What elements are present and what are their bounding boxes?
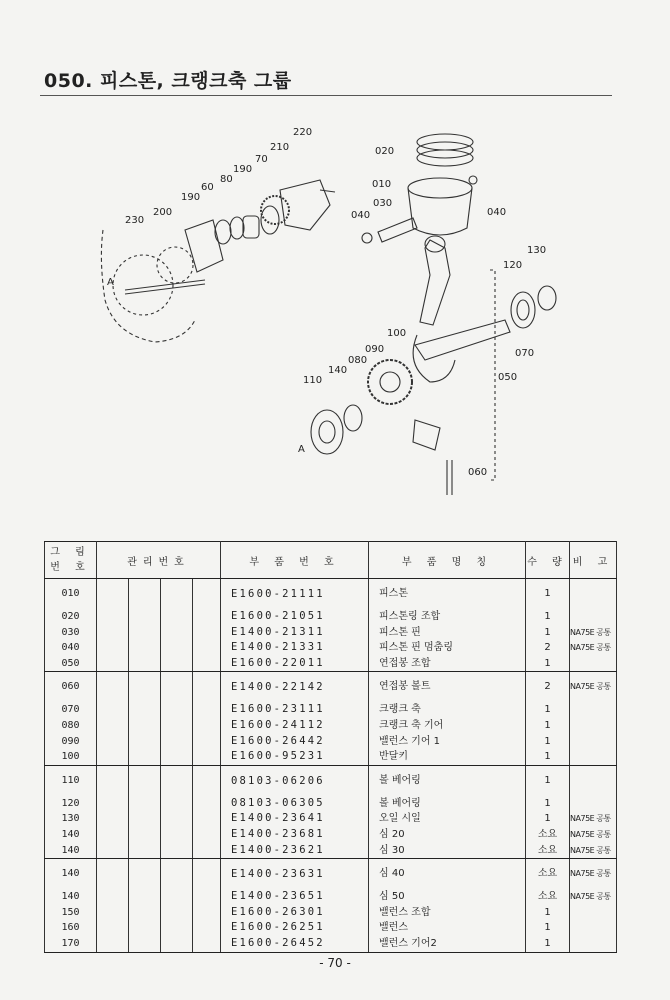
note-cell <box>570 702 617 718</box>
qty-cell: 소요 <box>526 843 570 859</box>
note-cell <box>570 579 617 610</box>
page-title: 050. 피스톤, 크랭크축 그룹 <box>44 70 292 92</box>
ref-cell: 020 <box>45 609 97 625</box>
mgmt-cell <box>193 889 221 905</box>
mgmt-cell <box>97 920 129 936</box>
ref-cell: 140 <box>45 827 97 843</box>
part-name-cell: 밸런스 조합 <box>369 905 526 921</box>
note-cell: NA75E 공통 <box>570 811 617 827</box>
parts-table <box>44 541 617 953</box>
mgmt-cell <box>97 765 129 796</box>
part-name-cell: 크랭크 축 기어 <box>369 718 526 734</box>
table-row <box>45 843 617 859</box>
ref-cell: 080 <box>45 718 97 734</box>
mgmt-cell <box>161 625 193 641</box>
part-name-cell: 오일 시일 <box>369 811 526 827</box>
mgmt-cell <box>97 827 129 843</box>
mgmt-cell <box>129 625 161 641</box>
qty-cell: 2 <box>526 640 570 656</box>
qty-cell: 1 <box>526 656 570 672</box>
part-name-cell: 심 30 <box>369 843 526 859</box>
mgmt-cell <box>129 640 161 656</box>
part-no-cell: E1400-21311 <box>221 625 369 641</box>
callout-label: 050 <box>498 372 518 383</box>
qty-cell: 소요 <box>526 827 570 843</box>
part-name-cell: 반달키 <box>369 749 526 765</box>
header-ref-no: 그 림 번 호 <box>45 542 97 579</box>
table-header-row <box>45 542 617 579</box>
mgmt-cell <box>97 749 129 765</box>
mgmt-cell <box>97 672 129 703</box>
qty-cell: 1 <box>526 811 570 827</box>
ref-cell: 140 <box>45 843 97 859</box>
part-no-cell: E1600-26442 <box>221 734 369 750</box>
callout-label: 100 <box>387 328 407 339</box>
part-no-cell: E1600-22011 <box>221 656 369 672</box>
note-cell <box>570 936 617 952</box>
mgmt-cell <box>161 905 193 921</box>
callout-label: 030 <box>373 198 393 209</box>
table-row <box>45 718 617 734</box>
header-part-name: 부 품 명 칭 <box>369 542 526 579</box>
mgmt-cell <box>161 889 193 905</box>
part-name-cell: 크랭크 축 <box>369 702 526 718</box>
ref-cell: 120 <box>45 796 97 812</box>
part-name-cell: 심 20 <box>369 827 526 843</box>
mgmt-cell <box>97 579 129 610</box>
qty-cell: 소요 <box>526 859 570 890</box>
qty-cell: 1 <box>526 905 570 921</box>
mgmt-cell <box>129 905 161 921</box>
mgmt-cell <box>193 734 221 750</box>
table-row <box>45 811 617 827</box>
title-divider <box>40 95 612 96</box>
part-no-cell: 08103-06206 <box>221 765 369 796</box>
table-row-group <box>45 579 617 672</box>
note-cell: NA75E 공통 <box>570 827 617 843</box>
mgmt-cell <box>97 640 129 656</box>
callout-label: 140 <box>328 365 348 376</box>
mgmt-cell <box>129 656 161 672</box>
mgmt-cell <box>161 672 193 703</box>
callout-label: 120 <box>503 260 523 271</box>
table-row <box>45 905 617 921</box>
part-name-cell: 피스톤 핀 <box>369 625 526 641</box>
callout-label: 020 <box>375 146 395 157</box>
mgmt-cell <box>129 843 161 859</box>
mgmt-cell <box>193 920 221 936</box>
part-no-cell: E1600-26301 <box>221 905 369 921</box>
mgmt-cell <box>193 859 221 890</box>
table-row <box>45 702 617 718</box>
callout-label: 230 <box>125 215 145 226</box>
mgmt-cell <box>97 734 129 750</box>
mgmt-cell <box>193 827 221 843</box>
qty-cell: 1 <box>526 749 570 765</box>
note-cell <box>570 796 617 812</box>
callout-label: 060 <box>468 467 488 478</box>
part-name-cell: 피스톤링 조합 <box>369 609 526 625</box>
mgmt-cell <box>129 859 161 890</box>
note-cell: NA75E 공통 <box>570 640 617 656</box>
mgmt-cell <box>161 843 193 859</box>
mgmt-cell <box>97 889 129 905</box>
table-row <box>45 796 617 812</box>
part-name-cell: 밸런스 <box>369 920 526 936</box>
mgmt-cell <box>161 920 193 936</box>
qty-cell: 1 <box>526 796 570 812</box>
note-cell <box>570 765 617 796</box>
table-row <box>45 625 617 641</box>
callout-label: 220 <box>293 127 313 138</box>
mgmt-cell <box>161 656 193 672</box>
callout-label: 190 <box>233 164 253 175</box>
mgmt-cell <box>129 920 161 936</box>
part-name-cell: 볼 베어링 <box>369 765 526 796</box>
ref-cell: 060 <box>45 672 97 703</box>
part-no-cell: E1600-26251 <box>221 920 369 936</box>
table-row <box>45 889 617 905</box>
diagram-callouts <box>107 127 546 478</box>
mgmt-cell <box>161 702 193 718</box>
header-qty: 수 량 <box>526 542 570 579</box>
table-row <box>45 920 617 936</box>
qty-cell: 1 <box>526 920 570 936</box>
table-row <box>45 765 617 796</box>
mgmt-cell <box>129 579 161 610</box>
mgmt-cell <box>193 796 221 812</box>
ref-cell: 070 <box>45 702 97 718</box>
qty-cell: 1 <box>526 734 570 750</box>
part-no-cell: E1400-23621 <box>221 843 369 859</box>
part-name-cell: 밸런스 기어2 <box>369 936 526 952</box>
mgmt-cell <box>193 936 221 952</box>
mgmt-cell <box>161 579 193 610</box>
mgmt-cell <box>193 609 221 625</box>
note-cell: NA75E 공통 <box>570 859 617 890</box>
page-number: - 70 - <box>319 956 351 970</box>
ref-cell: 030 <box>45 625 97 641</box>
ref-cell: 140 <box>45 889 97 905</box>
table-row <box>45 640 617 656</box>
mgmt-cell <box>97 843 129 859</box>
note-cell: NA75E 공통 <box>570 889 617 905</box>
ref-cell: 090 <box>45 734 97 750</box>
note-cell: NA75E 공통 <box>570 843 617 859</box>
qty-cell: 1 <box>526 625 570 641</box>
qty-cell: 소요 <box>526 889 570 905</box>
table-row <box>45 859 617 890</box>
mgmt-cell <box>129 889 161 905</box>
mgmt-cell <box>97 905 129 921</box>
mgmt-cell <box>161 765 193 796</box>
table-row <box>45 656 617 672</box>
mgmt-cell <box>193 656 221 672</box>
mgmt-cell <box>193 905 221 921</box>
ref-cell: 170 <box>45 936 97 952</box>
mgmt-cell <box>97 656 129 672</box>
part-no-cell: E1400-21331 <box>221 640 369 656</box>
qty-cell: 1 <box>526 609 570 625</box>
mgmt-cell <box>161 827 193 843</box>
mgmt-cell <box>161 609 193 625</box>
mgmt-cell <box>97 859 129 890</box>
note-cell <box>570 749 617 765</box>
mgmt-cell <box>193 811 221 827</box>
mgmt-cell <box>193 749 221 765</box>
callout-label: 110 <box>303 375 323 386</box>
part-name-cell: 심 40 <box>369 859 526 890</box>
ref-cell: 160 <box>45 920 97 936</box>
table-row <box>45 579 617 610</box>
part-no-cell: E1400-23641 <box>221 811 369 827</box>
ref-cell: 050 <box>45 656 97 672</box>
callout-label: 60 <box>201 182 214 193</box>
ref-cell: 140 <box>45 859 97 890</box>
callout-label: 190 <box>181 192 201 203</box>
table-row-group <box>45 859 617 952</box>
header-part-no: 부 품 번 호 <box>221 542 369 579</box>
header-note: 비 고 <box>570 542 617 579</box>
callout-label: A <box>107 277 114 288</box>
part-no-cell: E1600-21051 <box>221 609 369 625</box>
table-row-group <box>45 765 617 858</box>
part-no-cell: E1400-23651 <box>221 889 369 905</box>
ref-cell: 150 <box>45 905 97 921</box>
mgmt-cell <box>129 734 161 750</box>
mgmt-cell <box>193 579 221 610</box>
table-row <box>45 672 617 703</box>
mgmt-cell <box>97 625 129 641</box>
callout-label: 010 <box>372 179 392 190</box>
mgmt-cell <box>129 609 161 625</box>
mgmt-cell <box>193 718 221 734</box>
mgmt-cell <box>161 718 193 734</box>
mgmt-cell <box>161 796 193 812</box>
mgmt-cell <box>129 811 161 827</box>
exploded-parts-diagram <box>95 120 575 520</box>
callout-label: 70 <box>255 154 268 165</box>
note-cell: NA75E 공통 <box>570 625 617 641</box>
table-row <box>45 734 617 750</box>
part-no-cell: 08103-06305 <box>221 796 369 812</box>
note-cell <box>570 718 617 734</box>
mgmt-cell <box>129 796 161 812</box>
table-row <box>45 749 617 765</box>
mgmt-cell <box>193 765 221 796</box>
qty-cell: 1 <box>526 702 570 718</box>
table-row <box>45 609 617 625</box>
callout-label: 130 <box>527 245 547 256</box>
mgmt-cell <box>193 843 221 859</box>
mgmt-cell <box>97 936 129 952</box>
table-row-group <box>45 672 617 765</box>
callout-label: 070 <box>515 348 535 359</box>
ref-cell: 110 <box>45 765 97 796</box>
note-cell <box>570 920 617 936</box>
mgmt-cell <box>193 702 221 718</box>
callout-label: 080 <box>348 355 368 366</box>
ref-cell: 130 <box>45 811 97 827</box>
part-name-cell: 심 50 <box>369 889 526 905</box>
qty-cell: 1 <box>526 765 570 796</box>
callout-label: 040 <box>351 210 371 221</box>
ref-cell: 100 <box>45 749 97 765</box>
part-no-cell: E1600-26452 <box>221 936 369 952</box>
part-name-cell: 연접봉 볼트 <box>369 672 526 703</box>
qty-cell: 2 <box>526 672 570 703</box>
part-no-cell: E1400-22142 <box>221 672 369 703</box>
mgmt-cell <box>161 936 193 952</box>
part-no-cell: E1600-23111 <box>221 702 369 718</box>
qty-cell: 1 <box>526 579 570 610</box>
mgmt-cell <box>193 625 221 641</box>
part-no-cell: E1600-24112 <box>221 718 369 734</box>
mgmt-cell <box>97 702 129 718</box>
mgmt-cell <box>161 749 193 765</box>
mgmt-cell <box>129 672 161 703</box>
mgmt-cell <box>129 936 161 952</box>
part-name-cell: 피스톤 핀 멈춤링 <box>369 640 526 656</box>
mgmt-cell <box>129 718 161 734</box>
callout-label: 210 <box>270 142 290 153</box>
mgmt-cell <box>161 811 193 827</box>
mgmt-cell <box>129 749 161 765</box>
callout-label: 040 <box>487 207 507 218</box>
part-name-cell: 피스톤 <box>369 579 526 610</box>
part-name-cell: 연접봉 조합 <box>369 656 526 672</box>
part-no-cell: E1400-23631 <box>221 859 369 890</box>
part-no-cell: E1600-21111 <box>221 579 369 610</box>
qty-cell: 1 <box>526 936 570 952</box>
mgmt-cell <box>161 640 193 656</box>
note-cell <box>570 905 617 921</box>
part-name-cell: 볼 베어링 <box>369 796 526 812</box>
note-cell: NA75E 공통 <box>570 672 617 703</box>
callout-label: 200 <box>153 207 173 218</box>
qty-cell: 1 <box>526 718 570 734</box>
ref-cell: 010 <box>45 579 97 610</box>
mgmt-cell <box>97 609 129 625</box>
part-no-cell: E1600-95231 <box>221 749 369 765</box>
callout-label: 090 <box>365 344 385 355</box>
table-row <box>45 827 617 843</box>
note-cell <box>570 734 617 750</box>
mgmt-cell <box>129 765 161 796</box>
table-row <box>45 936 617 952</box>
mgmt-cell <box>97 796 129 812</box>
mgmt-cell <box>129 702 161 718</box>
mgmt-cell <box>97 718 129 734</box>
mgmt-cell <box>97 811 129 827</box>
mgmt-cell <box>193 640 221 656</box>
part-name-cell: 밸런스 기어 1 <box>369 734 526 750</box>
callout-label: A <box>298 444 305 455</box>
mgmt-cell <box>161 859 193 890</box>
mgmt-cell <box>193 672 221 703</box>
part-no-cell: E1400-23681 <box>221 827 369 843</box>
ref-cell: 040 <box>45 640 97 656</box>
mgmt-cell <box>129 827 161 843</box>
note-cell <box>570 656 617 672</box>
header-mgmt-no: 관리번호 <box>97 542 221 579</box>
mgmt-cell <box>161 734 193 750</box>
note-cell <box>570 609 617 625</box>
callout-label: 80 <box>220 174 233 185</box>
